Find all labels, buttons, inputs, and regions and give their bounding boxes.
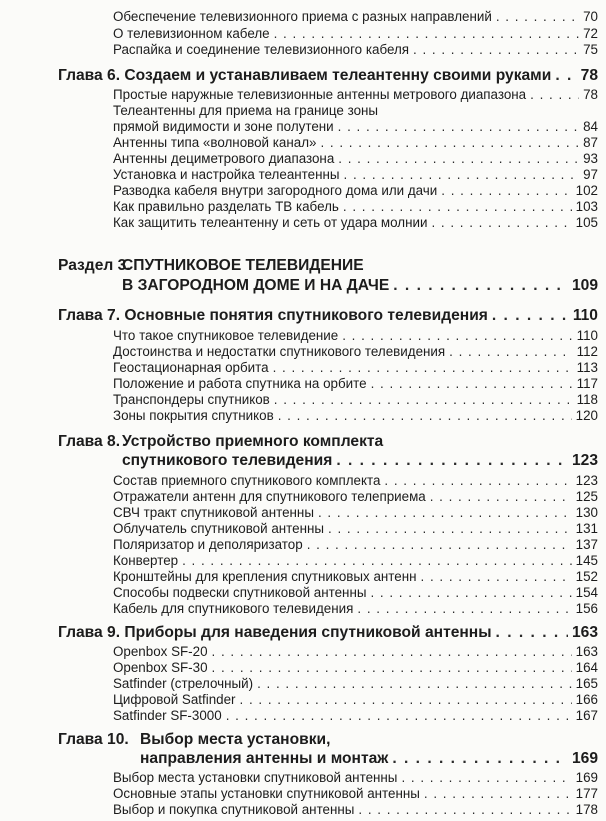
toc-entry (113, 135, 598, 151)
chapter-title: Основные понятия спутникового телевидения (124, 307, 488, 324)
entry-title: Выбор и покупка спутниковой антенны (113, 802, 355, 817)
entry-title: Openbox SF-30 (113, 660, 208, 675)
toc-entry (113, 9, 598, 25)
chapter-heading-line1 (58, 730, 330, 749)
entry-page: 70 (583, 9, 598, 24)
chapter-heading (58, 306, 598, 325)
entry-page: 165 (575, 676, 598, 691)
entry-title: Что такое спутниковое телевидение (113, 328, 339, 343)
toc-entry (113, 473, 598, 489)
toc-entry (113, 644, 598, 660)
entry-title: Установка и настройка телеантенны (113, 167, 340, 182)
entry-title: Положение и работа спутника на орбите (113, 376, 367, 391)
toc-entry (113, 42, 598, 58)
toc-entry (113, 167, 598, 183)
chapter-page: 123 (571, 452, 598, 469)
toc-entry (113, 553, 598, 569)
section-title-line2: В ЗАГОРОДНОМ ДОМЕ И НА ДАЧЕ (122, 277, 390, 294)
entry-title: Основные этапы установки спутниковой антенны (113, 786, 420, 801)
entry-page: 163 (575, 644, 598, 659)
toc-entry (113, 376, 598, 392)
entry-page: 125 (575, 489, 598, 504)
toc-entry (113, 676, 598, 692)
entry-title: Облучатель спутниковой антенны (113, 521, 325, 536)
chapter-page: 169 (571, 750, 598, 767)
entry-title: Разводка кабеля внутри загородного дома или дачи (113, 183, 438, 198)
chapter-title: Создаем и устанавливаем телеантенну своими руками (124, 67, 552, 84)
toc-entry (113, 802, 598, 818)
entry-title: Достоинства и недостатки спутникового телевидения (113, 344, 446, 359)
toc-entry (113, 26, 598, 42)
chapter-title-line1: Устройство приемного комплекта (122, 433, 384, 450)
toc-entry (113, 119, 598, 135)
section-heading (122, 276, 598, 295)
chapter-label: Глава 10. (58, 731, 129, 748)
entry-title: Отражатели антенн для спутникового телеприема (113, 489, 426, 504)
toc-entry (113, 215, 598, 231)
entry-title: Простые наружные телевизионные антенны метрового диапазона (113, 87, 527, 102)
entry-page: 131 (575, 521, 598, 536)
toc-entry (113, 408, 598, 424)
chapter-heading-line1 (58, 432, 383, 451)
entry-page: 84 (583, 119, 598, 134)
entry-page: 113 (576, 360, 598, 375)
entry-title: Антенны типа «волновой канал» (113, 135, 317, 150)
entry-title-line1: Телеантенны для приема на границе зоны (113, 103, 379, 118)
entry-title: Антенны дециметрового диапазона (113, 151, 335, 166)
toc-entry (113, 392, 598, 408)
entry-page: 177 (575, 786, 598, 801)
entry-title: Обеспечение телевизионного приема с разных направлений (113, 9, 492, 24)
entry-page: 105 (575, 215, 598, 230)
chapter-page: 110 (572, 307, 598, 324)
entry-page: 117 (576, 376, 598, 391)
chapter-title: Приборы для наведения спутниковой антенны (124, 624, 492, 641)
toc-entry (113, 489, 598, 505)
entry-page: 137 (575, 537, 598, 552)
toc-entry (113, 360, 598, 376)
toc-entry (113, 770, 598, 786)
toc-entry (113, 521, 598, 537)
toc-entry (113, 692, 598, 708)
toc-entry (113, 87, 598, 103)
entry-title: Satfinder (стрелочный) (113, 676, 254, 691)
section-heading-line1 (58, 256, 364, 275)
entry-page: 156 (575, 601, 598, 616)
entry-page: 130 (575, 505, 598, 520)
toc-entry (113, 183, 598, 199)
toc-entry (113, 660, 598, 676)
entry-page: 120 (575, 408, 598, 423)
entry-page: 118 (576, 392, 598, 407)
entry-page: 112 (576, 344, 598, 359)
entry-title: Распайка и соединение телевизионного кабеля (113, 42, 410, 57)
entry-title: Поляризатор и деполяризатор (113, 537, 303, 552)
entry-page: 103 (575, 199, 598, 214)
section-page: 109 (571, 277, 598, 294)
toc-entry (113, 585, 598, 601)
entry-title: Транспондеры спутников (113, 392, 270, 407)
entry-page: 178 (575, 802, 598, 817)
entry-page: 123 (575, 473, 598, 488)
entry-page: 102 (575, 183, 598, 198)
toc-entry (113, 199, 598, 215)
entry-page: 152 (575, 569, 598, 584)
entry-page: 87 (583, 135, 598, 150)
entry-title: Цифровой Satfinder (113, 692, 236, 707)
toc-entry (113, 328, 598, 344)
entry-title: О телевизионном кабеле (113, 26, 270, 41)
entry-page: 75 (583, 42, 598, 57)
toc-entry (113, 601, 598, 617)
entry-title: Кабель для спутникового телевидения (113, 601, 354, 616)
entry-title: Выбор места установки спутниковой антенны (113, 770, 398, 785)
chapter-title-line1: Выбор места установки, (140, 731, 331, 748)
entry-title: СВЧ тракт спутниковой антенны (113, 505, 314, 520)
chapter-title-line2: спутникового телевидения (122, 452, 333, 469)
chapter-label: Глава 8. (58, 433, 121, 450)
entry-page: 164 (575, 660, 598, 675)
entry-title: Как правильно разделать ТВ кабель (113, 199, 339, 214)
entry-page: 154 (575, 585, 598, 600)
chapter-heading (122, 451, 598, 470)
entry-title: Кронштейны для крепления спутниковых антенн (113, 569, 417, 584)
chapter-title-line2: направления антенны и монтаж (140, 750, 389, 767)
chapter-heading (58, 66, 598, 85)
section-title-line1: СПУТНИКОВОЕ ТЕЛЕВИДЕНИЕ (122, 257, 364, 274)
entry-title: Состав приемного спутникового комплекта (113, 473, 381, 488)
entry-title: Openbox SF-20 (113, 644, 208, 659)
entry-page: 166 (575, 692, 598, 707)
toc-entry (113, 786, 598, 802)
entry-page: 97 (583, 167, 598, 182)
entry-page: 93 (583, 151, 598, 166)
entry-title: Как защитить телеантенну и сеть от удара молнии (113, 215, 428, 230)
chapter-label: Глава 6. (58, 67, 121, 84)
entry-title: Конвертер (113, 553, 179, 568)
chapter-heading (140, 749, 598, 768)
entry-page: 167 (575, 708, 598, 723)
chapter-page: 163 (571, 624, 598, 641)
toc-entry (113, 344, 598, 360)
entry-title: Способы подвески спутниковой антенны (113, 585, 367, 600)
chapter-page: 78 (580, 67, 598, 84)
chapter-label: Глава 7. (58, 307, 121, 324)
entry-title: Геостационарная орбита (113, 360, 269, 375)
entry-page: 78 (583, 87, 598, 102)
toc-entry (113, 708, 598, 724)
entry-title: Satfinder SF-3000 (113, 708, 222, 723)
entry-page: 169 (575, 770, 598, 785)
toc-entry (113, 537, 598, 553)
entry-page: 145 (575, 553, 598, 568)
chapter-label: Глава 9. (58, 624, 121, 641)
section-label: Раздел 3. (58, 257, 131, 274)
entry-title: Зоны покрытия спутников (113, 408, 274, 423)
chapter-heading (58, 623, 598, 642)
toc-entry (113, 505, 598, 521)
entry-page: 72 (583, 26, 598, 41)
toc-entry (113, 151, 598, 167)
entry-page: 110 (576, 328, 598, 343)
toc-entry (113, 569, 598, 585)
entry-title: прямой видимости и зоне полутени (113, 119, 334, 134)
